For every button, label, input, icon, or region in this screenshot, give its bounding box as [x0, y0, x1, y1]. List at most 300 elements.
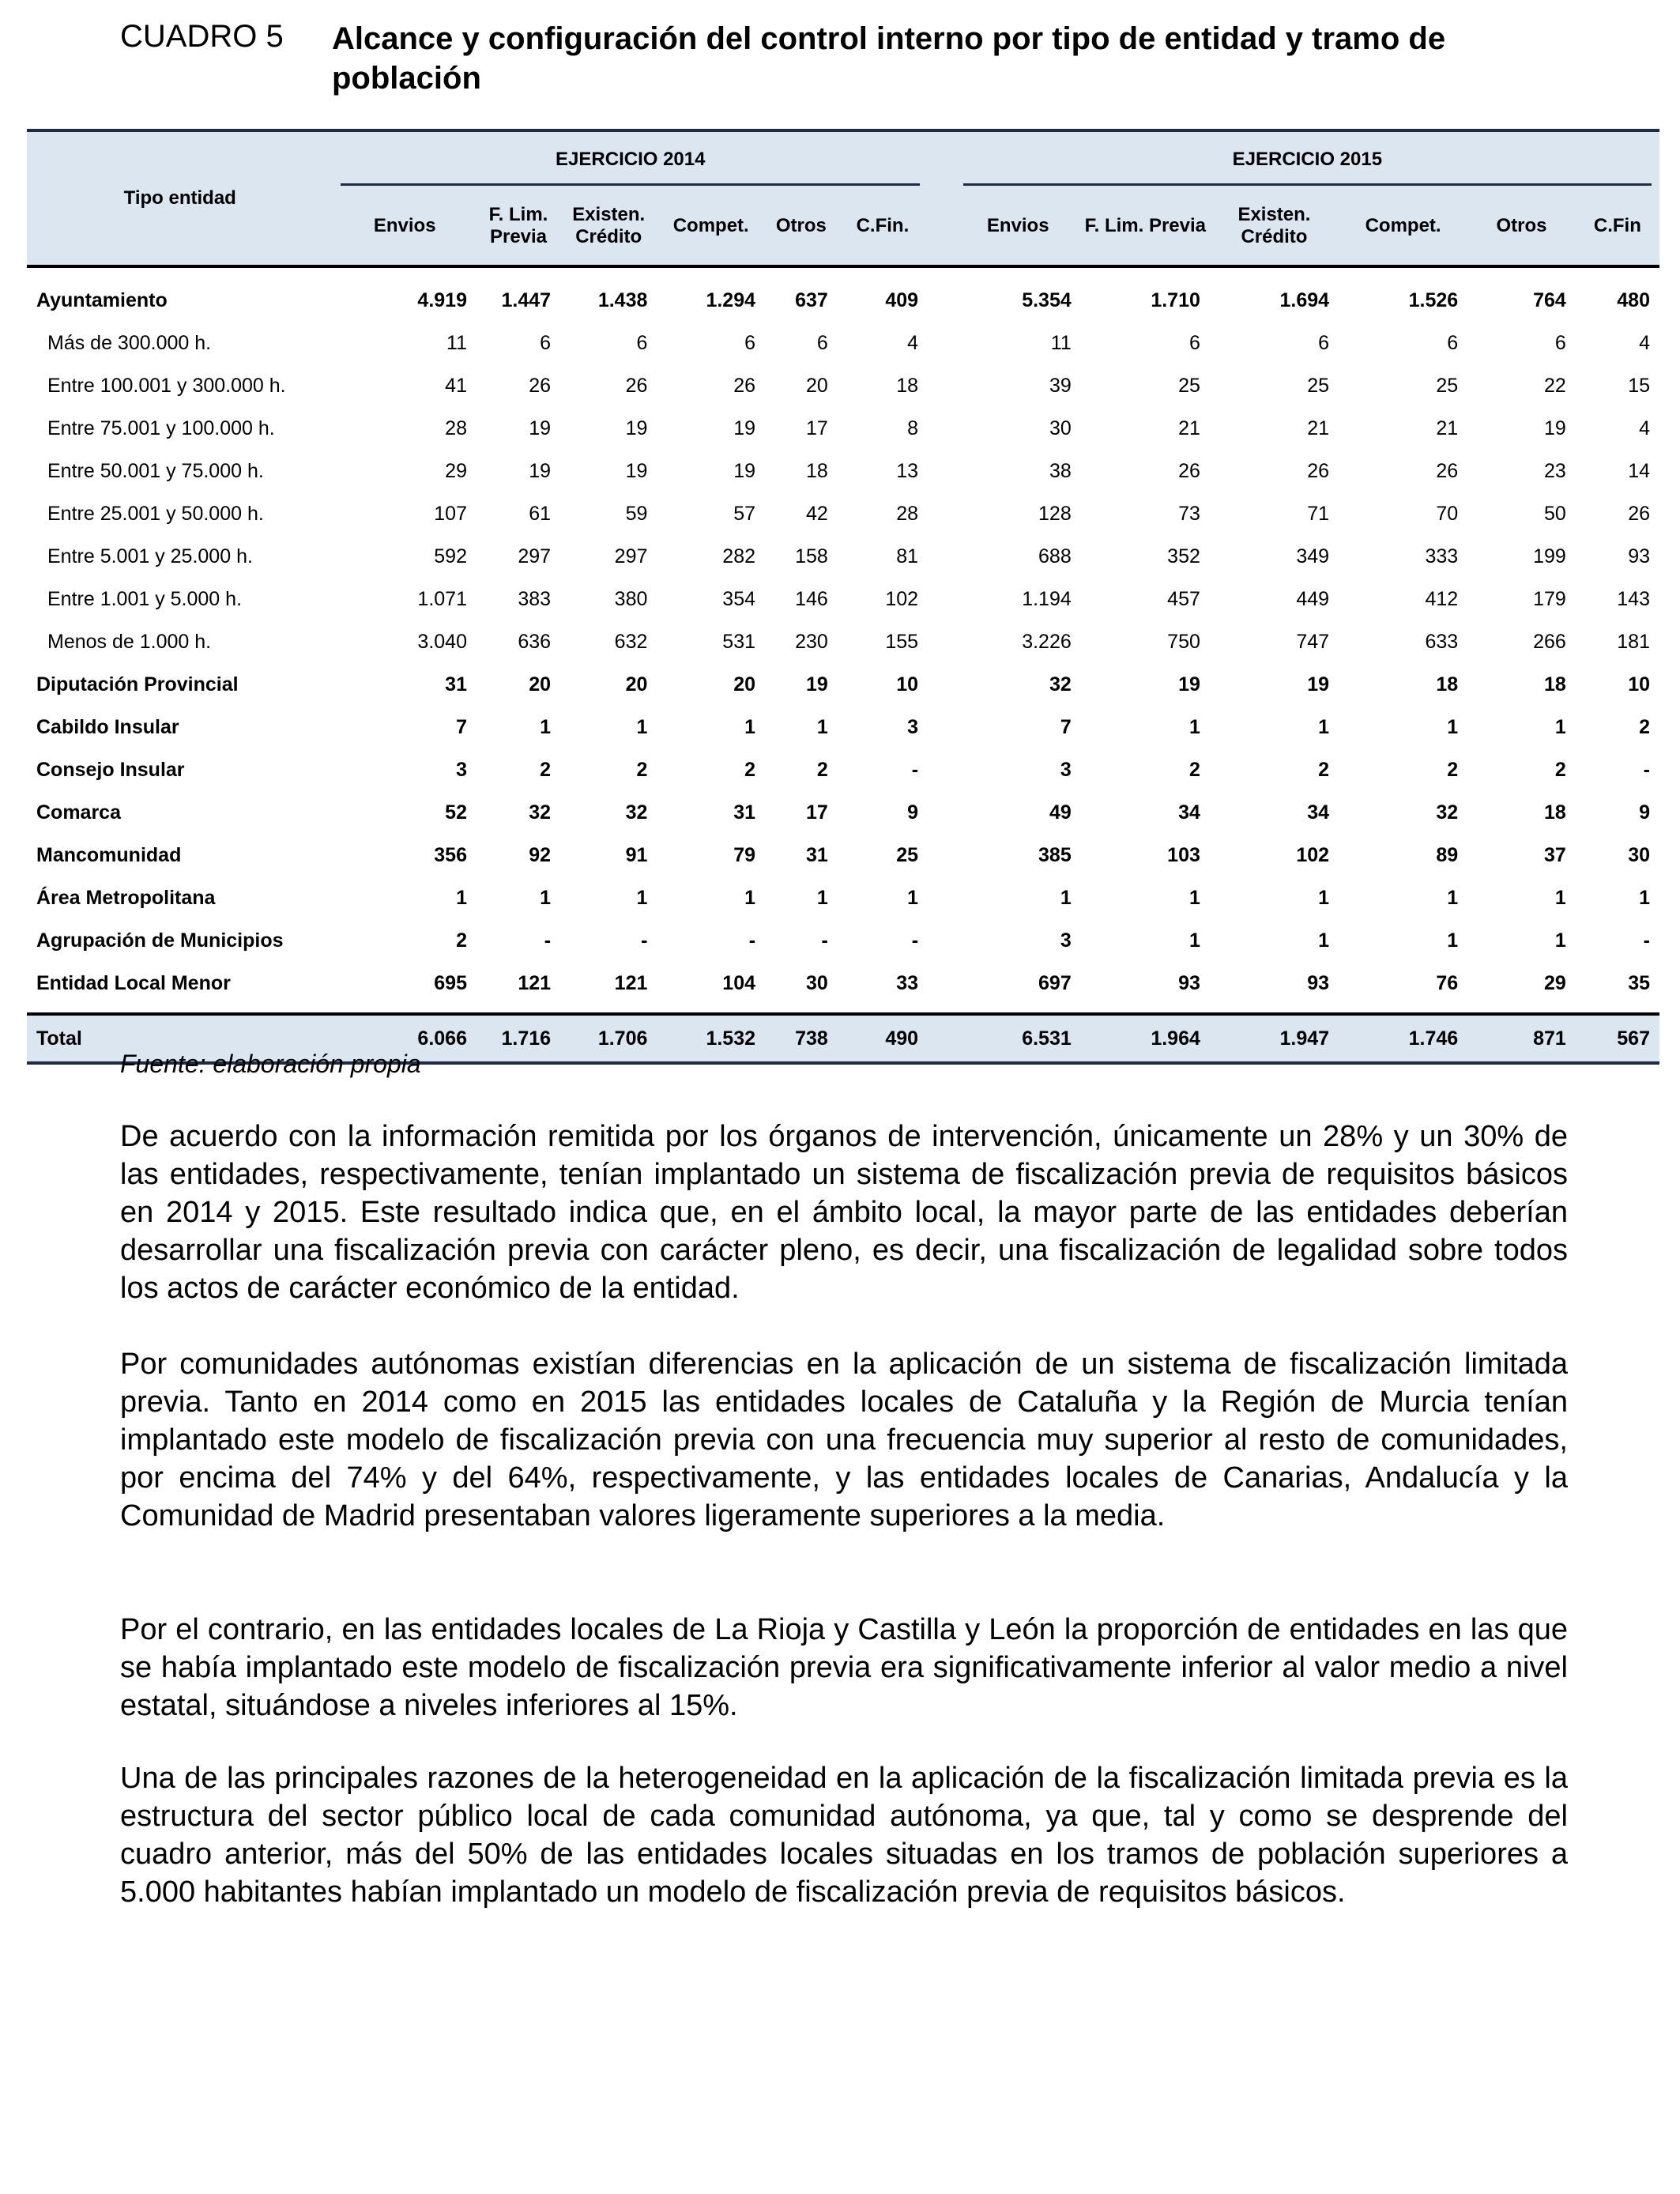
cell-2014: 6	[744, 331, 756, 354]
cell-2015: 333	[1425, 545, 1459, 567]
row-label: Más de 300.000 h.	[47, 331, 212, 354]
cell-2014: 1	[744, 715, 756, 738]
cell-2015: 457	[1167, 587, 1200, 610]
group-underline-2015	[963, 183, 1652, 186]
cell-2014: 1	[540, 715, 552, 738]
cell-2014: 297	[518, 545, 552, 567]
cell-2015: 1	[1639, 886, 1650, 909]
cell-2015: 1	[1447, 886, 1459, 909]
cell-2015: 18	[1543, 801, 1566, 824]
cell-2014: 26	[625, 374, 648, 397]
cell-2015: 6	[1318, 331, 1330, 354]
cell-2015: 49	[1049, 801, 1072, 824]
cell-2015: 1	[1447, 715, 1459, 738]
cell-2015: 1	[1188, 929, 1200, 952]
cell-2015: 688	[1038, 545, 1072, 567]
cell-2014: 409	[885, 288, 919, 311]
cell-2014: 1	[540, 886, 552, 909]
total-cell-2015: 871	[1467, 1014, 1576, 1063]
data-table	[27, 129, 1659, 1065]
cell-gap	[928, 706, 955, 748]
cell-2015: 2	[1318, 758, 1330, 781]
table-row	[27, 663, 1659, 706]
column-header-2014: Envios	[333, 187, 477, 266]
cell-gap	[928, 535, 955, 578]
total-cell-2015: 6.531	[955, 1014, 1081, 1063]
cell-2015: 3.226	[1022, 630, 1072, 653]
cell-2015: 15	[1628, 374, 1650, 397]
cell-2014: 8	[907, 417, 919, 439]
cell-2014: 2	[636, 758, 648, 781]
cell-2014: 20	[625, 673, 648, 696]
row-label: Agrupación de Municipios	[36, 929, 284, 952]
row-label: Consejo Insular	[36, 758, 185, 781]
row-label: Menos de 1.000 h.	[47, 630, 212, 653]
cell-2015: 6	[1188, 331, 1200, 354]
cell-2015: 25	[1436, 374, 1459, 397]
cell-2014: 354	[722, 587, 756, 610]
cell-2014: 61	[529, 502, 552, 525]
total-cell-2014: 1.532	[657, 1014, 765, 1063]
table-row	[27, 492, 1659, 535]
total-cell-2015: 1.964	[1081, 1014, 1210, 1063]
cell-2014: 282	[722, 545, 756, 567]
cell-2014: 695	[434, 971, 467, 994]
cell-2014: 20	[805, 374, 828, 397]
cell-2015: 19	[1543, 417, 1566, 439]
cell-2015: 26	[1178, 459, 1200, 482]
cell-2015: 32	[1049, 673, 1072, 696]
cell-2014: 42	[805, 502, 828, 525]
cell-2015: 19	[1178, 673, 1200, 696]
cell-2014: 29	[445, 459, 467, 482]
cell-2014: 25	[896, 843, 919, 866]
cell-2014: 4.919	[417, 288, 467, 311]
cell-gap	[928, 266, 955, 322]
cell-2015: 35	[1628, 971, 1650, 994]
row-label: Área Metropolitana	[36, 886, 216, 909]
caption-label: CUADRO 5	[120, 19, 284, 54]
cell-2015: 1	[1060, 886, 1072, 909]
table-row	[27, 748, 1659, 791]
table-row	[27, 407, 1659, 450]
cell-2015: 93	[1307, 971, 1330, 994]
column-header-2015: Envios	[955, 187, 1081, 266]
row-header: Tipo entidad	[27, 130, 333, 266]
cell-2014: 1	[907, 886, 919, 909]
cell-2015: 1	[1318, 886, 1330, 909]
table-row	[27, 919, 1659, 962]
cell-2014: 3	[456, 758, 467, 781]
cell-2015: 1.694	[1279, 288, 1330, 311]
cell-gap	[928, 919, 955, 962]
cell-2015: 1	[1188, 715, 1200, 738]
cell-2014: 92	[529, 843, 552, 866]
cell-2014: 230	[795, 630, 828, 653]
cell-2014: 1	[636, 886, 648, 909]
cell-2014: 107	[434, 502, 467, 525]
cell-2015: 26	[1307, 459, 1330, 482]
cell-2014: 121	[518, 971, 552, 994]
column-header-2015: Compet.	[1339, 187, 1467, 266]
cell-2014: 19	[529, 459, 552, 482]
cell-2014: 18	[805, 459, 828, 482]
cell-2014: -	[641, 929, 648, 952]
cell-2014: 28	[445, 417, 467, 439]
row-label: Entre 100.001 y 300.000 h.	[47, 374, 286, 397]
data-table-container	[27, 129, 1659, 1065]
column-header-2014: C.Fin.	[838, 187, 928, 266]
cell-2015: 25	[1307, 374, 1330, 397]
cell-gap	[928, 450, 955, 492]
cell-2014: 19	[733, 417, 756, 439]
cell-2014: 59	[625, 502, 648, 525]
cell-2015: 266	[1533, 630, 1566, 653]
cell-2015: 10	[1628, 673, 1650, 696]
cell-2014: 57	[733, 502, 756, 525]
total-cell-2014: 6.066	[333, 1014, 477, 1063]
cell-2015: 2	[1639, 715, 1650, 738]
cell-2015: 26	[1628, 502, 1650, 525]
cell-2014: 32	[529, 801, 552, 824]
cell-2014: 81	[896, 545, 919, 567]
cell-2015: 128	[1038, 502, 1072, 525]
cell-gap	[928, 663, 955, 706]
cell-2015: 93	[1628, 545, 1650, 567]
cell-2014: 637	[795, 288, 828, 311]
cell-2015: 18	[1543, 673, 1566, 696]
cell-2015: 764	[1533, 288, 1566, 311]
cell-gap	[928, 876, 955, 919]
cell-2015: 3	[1060, 929, 1072, 952]
cell-2014: 3	[907, 715, 919, 738]
row-label: Ayuntamiento	[36, 288, 168, 311]
cell-gap	[928, 620, 955, 663]
cell-2014: 383	[518, 587, 552, 610]
cell-gap	[928, 407, 955, 450]
cell-2014: 19	[733, 459, 756, 482]
cell-2015: 4	[1639, 417, 1650, 439]
cell-2014: -	[911, 929, 919, 952]
table-row	[27, 791, 1659, 834]
cell-2015: 1	[1554, 715, 1566, 738]
paragraph-2: Por comunidades autónomas existían diferencias en la aplicación de un sistema de fiscalización limitada previa. Tanto en 2014 como en 2015 las entidades locales de Cataluña y la Región de Murcia tenían implantado este modelo de fiscalización previa con una frecuencia muy superior al resto de comunidades, por encima del 74% y del 64%, respectivamente, y las entidades locales de Canarias, Andalucía y la Comunidad de Madrid presentaban valores ligeramente superiores a la media.	[120, 1348, 1568, 1532]
cell-2014: 9	[907, 801, 919, 824]
cell-2015: 2	[1554, 758, 1566, 781]
cell-2015: 480	[1617, 288, 1650, 311]
column-header-2015: F. Lim. Previa	[1081, 187, 1210, 266]
cell-2014: 19	[625, 417, 648, 439]
cell-2015: 385	[1038, 843, 1072, 866]
cell-2014: 146	[795, 587, 828, 610]
cell-2015: 6	[1554, 331, 1566, 354]
cell-2015: -	[1643, 758, 1650, 781]
cell-2015: 143	[1617, 587, 1650, 610]
total-cell-2014: 738	[765, 1014, 838, 1063]
cell-2014: 10	[896, 673, 919, 696]
cell-2015: 1.710	[1151, 288, 1200, 311]
group-header-2014	[333, 130, 928, 187]
cell-2015: 1	[1318, 715, 1330, 738]
total-gap	[928, 1014, 955, 1063]
cell-2014: 31	[805, 843, 828, 866]
row-label: Entre 25.001 y 50.000 h.	[47, 502, 264, 525]
cell-2014: -	[544, 929, 552, 952]
cell-2014: 2	[744, 758, 756, 781]
cell-gap	[928, 364, 955, 407]
column-header-2015: Existen. Crédito	[1210, 187, 1339, 266]
cell-2014: 1	[816, 886, 828, 909]
cell-2014: 18	[896, 374, 919, 397]
total-label: Total	[27, 1014, 333, 1063]
group-underline-2014	[341, 183, 920, 186]
cell-gap	[928, 748, 955, 791]
row-label: Entre 5.001 y 25.000 h.	[47, 545, 253, 567]
row-label: Entre 1.001 y 5.000 h.	[47, 587, 243, 610]
cell-2015: 23	[1543, 459, 1566, 482]
cell-2014: 13	[896, 459, 919, 482]
row-label: Comarca	[36, 801, 121, 824]
column-header-2015: C.Fin	[1576, 187, 1659, 266]
row-label: Diputación Provincial	[36, 673, 239, 696]
cell-2014: 158	[795, 545, 828, 567]
cell-2015: 39	[1049, 374, 1072, 397]
caption-title: Alcance y configuración del control interno por tipo de entidad y tramo de población	[332, 21, 1446, 96]
cell-2014: 592	[434, 545, 467, 567]
table-row	[27, 535, 1659, 578]
cell-2014: 297	[614, 545, 648, 567]
cell-2014: 41	[445, 374, 467, 397]
cell-2015: 352	[1167, 545, 1200, 567]
row-label: Cabildo Insular	[36, 715, 179, 738]
cell-2015: 76	[1436, 971, 1459, 994]
total-cell-2014: 1.706	[560, 1014, 657, 1063]
cell-2014: 1.294	[706, 288, 756, 311]
cell-2015: 21	[1436, 417, 1459, 439]
cell-2015: 26	[1436, 459, 1459, 482]
cell-2014: 20	[733, 673, 756, 696]
row-label: Entidad Local Menor	[36, 971, 231, 994]
cell-2015: 3	[1060, 758, 1072, 781]
cell-2015: 697	[1038, 971, 1072, 994]
table-row	[27, 266, 1659, 322]
cell-2014: 2	[456, 929, 467, 952]
cell-2014: 91	[625, 843, 648, 866]
cell-2014: 4	[907, 331, 919, 354]
table-row	[27, 706, 1659, 748]
cell-2014: 28	[896, 502, 919, 525]
total-cell-2015: 1.947	[1210, 1014, 1339, 1063]
cell-2015: 5.354	[1022, 288, 1072, 311]
cell-2015: 73	[1178, 502, 1200, 525]
cell-2015: 179	[1533, 587, 1566, 610]
cell-2014: 6	[540, 331, 552, 354]
cell-2014: 1.447	[501, 288, 552, 311]
cell-gap	[928, 578, 955, 620]
cell-2014: 30	[805, 971, 828, 994]
cell-2015: 19	[1307, 673, 1330, 696]
cell-gap	[928, 962, 955, 1014]
cell-2015: 34	[1178, 801, 1200, 824]
cell-2014: -	[748, 929, 756, 952]
cell-2015: 25	[1178, 374, 1200, 397]
cell-2015: 21	[1307, 417, 1330, 439]
source-note: Fuente: elaboración propia	[120, 1050, 421, 1078]
cell-2014: 19	[529, 417, 552, 439]
cell-2014: 1	[816, 715, 828, 738]
table-row	[27, 620, 1659, 663]
paragraph-4: Una de las principales razones de la heterogeneidad en la aplicación de la fiscalización limitada previa es la estructura del sector público local de cada comunidad autónoma, ya que, tal y como se desprende del cuadro anterior, más del 50% de las entidades locales situadas en los tramos de población superiores a 5.000 habitantes habían implantado un modelo de fiscalización previa de requisitos básicos.	[120, 1762, 1568, 1909]
cell-2015: -	[1643, 929, 1650, 952]
cell-2015: 34	[1307, 801, 1330, 824]
cell-2015: 747	[1296, 630, 1330, 653]
cell-2014: 20	[529, 673, 552, 696]
cell-2014: 102	[885, 587, 919, 610]
cell-2015: 14	[1628, 459, 1650, 482]
cell-2015: 633	[1425, 630, 1459, 653]
cell-2015: 71	[1307, 502, 1330, 525]
cell-2015: 103	[1167, 843, 1200, 866]
cell-2015: 1	[1554, 929, 1566, 952]
cell-2014: 6	[636, 331, 648, 354]
total-cell-2015: 567	[1576, 1014, 1659, 1063]
cell-2014: 32	[625, 801, 648, 824]
table-row	[27, 364, 1659, 407]
cell-2015: 1	[1447, 929, 1459, 952]
cell-2015: 18	[1436, 673, 1459, 696]
cell-2015: 21	[1178, 417, 1200, 439]
cell-2014: 636	[518, 630, 552, 653]
cell-2015: 6	[1447, 331, 1459, 354]
paragraph-3: Por el contrario, en las entidades locales de La Rioja y Castilla y León la proporción de entidades en las que se había implantado este modelo de fiscalización previa era significativamente inferior al valor medio a nivel estatal, situándose a niveles inferiores al 15%.	[120, 1613, 1568, 1722]
cell-2015: 30	[1628, 843, 1650, 866]
cell-2014: 11	[446, 331, 467, 354]
cell-2014: 7	[456, 715, 467, 738]
cell-2015: 412	[1425, 587, 1459, 610]
cell-2015: 1	[1554, 886, 1566, 909]
row-label: Mancomunidad	[36, 843, 182, 866]
cell-2015: 37	[1543, 843, 1566, 866]
cell-2014: 356	[434, 843, 467, 866]
cell-2014: 33	[896, 971, 919, 994]
cell-2015: 2	[1447, 758, 1459, 781]
cell-2014: 1	[744, 886, 756, 909]
total-cell-2015: 1.746	[1339, 1014, 1467, 1063]
group-header-2015-label: EJERCICIO 2015	[1232, 149, 1383, 170]
table-row	[27, 962, 1659, 1014]
cell-2014: 79	[733, 843, 756, 866]
cell-2015: 1.526	[1408, 288, 1459, 311]
cell-2015: 102	[1296, 843, 1330, 866]
cell-2015: 750	[1167, 630, 1200, 653]
cell-2015: 93	[1178, 971, 1200, 994]
cell-2015: 11	[1050, 331, 1072, 354]
cell-2015: 70	[1436, 502, 1459, 525]
cell-gap	[928, 322, 955, 364]
cell-2015: 30	[1049, 417, 1072, 439]
cell-2014: -	[911, 758, 919, 781]
cell-2015: 32	[1436, 801, 1459, 824]
cell-2014: 17	[805, 417, 828, 439]
cell-2015: 1	[1318, 929, 1330, 952]
cell-2014: 19	[805, 673, 828, 696]
group-header-2014-label: EJERCICIO 2014	[556, 149, 706, 170]
cell-2014: 531	[722, 630, 756, 653]
cell-2014: 1	[636, 715, 648, 738]
cell-2014: 52	[445, 801, 467, 824]
cell-2015: 22	[1543, 374, 1566, 397]
column-header-2015: Otros	[1467, 187, 1576, 266]
cell-2015: 2	[1188, 758, 1200, 781]
cell-2015: 449	[1296, 587, 1330, 610]
cell-2014: 1.071	[417, 587, 467, 610]
cell-2015: 4	[1639, 331, 1650, 354]
cell-2014: 1.438	[597, 288, 648, 311]
cell-2014: 121	[614, 971, 648, 994]
column-gap	[928, 187, 955, 266]
cell-2015: 9	[1639, 801, 1650, 824]
column-header-2014: Existen. Crédito	[560, 187, 657, 266]
row-label: Entre 75.001 y 100.000 h.	[47, 417, 275, 439]
cell-2014: 155	[885, 630, 919, 653]
cell-gap	[928, 791, 955, 834]
cell-2014: 380	[614, 587, 648, 610]
table-row	[27, 876, 1659, 919]
cell-2014: 104	[722, 971, 756, 994]
cell-2014: 31	[733, 801, 756, 824]
cell-2015: 1	[1188, 886, 1200, 909]
cell-2014: 19	[625, 459, 648, 482]
cell-2015: 7	[1060, 715, 1072, 738]
column-header-2014: F. Lim. Previa	[477, 187, 560, 266]
cell-2015: 89	[1436, 843, 1459, 866]
cell-gap	[928, 834, 955, 876]
cell-2015: 50	[1543, 502, 1566, 525]
cell-2014: 6	[816, 331, 828, 354]
cell-2014: 17	[805, 801, 828, 824]
table-row	[27, 578, 1659, 620]
group-gap	[928, 130, 955, 187]
cell-2015: 181	[1617, 630, 1650, 653]
cell-2014: 2	[816, 758, 828, 781]
column-header-2014: Compet.	[657, 187, 765, 266]
cell-2014: 26	[733, 374, 756, 397]
paragraph-1: De acuerdo con la información remitida por los órganos de intervención, únicamente un 28% y un 30% de las entidades, respectivamente, tenían implantado un sistema de fiscalización previa de requisitos básicos en 2014 y 2015. Este resultado indica que, en el ámbito local, la mayor parte de las entidades deberían desarrollar una fiscalización previa con carácter pleno, es decir, una fiscalización de legalidad sobre todos los actos de carácter económico de la entidad.	[120, 1120, 1568, 1305]
cell-2014: 1	[456, 886, 467, 909]
column-header-2014: Otros	[765, 187, 838, 266]
cell-2014: 2	[540, 758, 552, 781]
cell-2015: 1.194	[1022, 587, 1072, 610]
row-label: Entre 50.001 y 75.000 h.	[47, 459, 264, 482]
total-cell-2014: 490	[838, 1014, 928, 1063]
cell-gap	[928, 492, 955, 535]
table-row	[27, 834, 1659, 876]
cell-2014: -	[821, 929, 828, 952]
total-cell-2014: 1.716	[477, 1014, 560, 1063]
cell-2015: 349	[1296, 545, 1330, 567]
group-header-2015	[955, 130, 1659, 187]
table-body	[27, 266, 1659, 1014]
cell-2015: 38	[1049, 459, 1072, 482]
table-row	[27, 322, 1659, 364]
cell-2014: 632	[614, 630, 648, 653]
cell-2014: 26	[529, 374, 552, 397]
cell-2014: 31	[445, 673, 467, 696]
cell-2015: 199	[1533, 545, 1566, 567]
table-row	[27, 450, 1659, 492]
cell-2015: 29	[1543, 971, 1566, 994]
cell-2014: 3.040	[417, 630, 467, 653]
